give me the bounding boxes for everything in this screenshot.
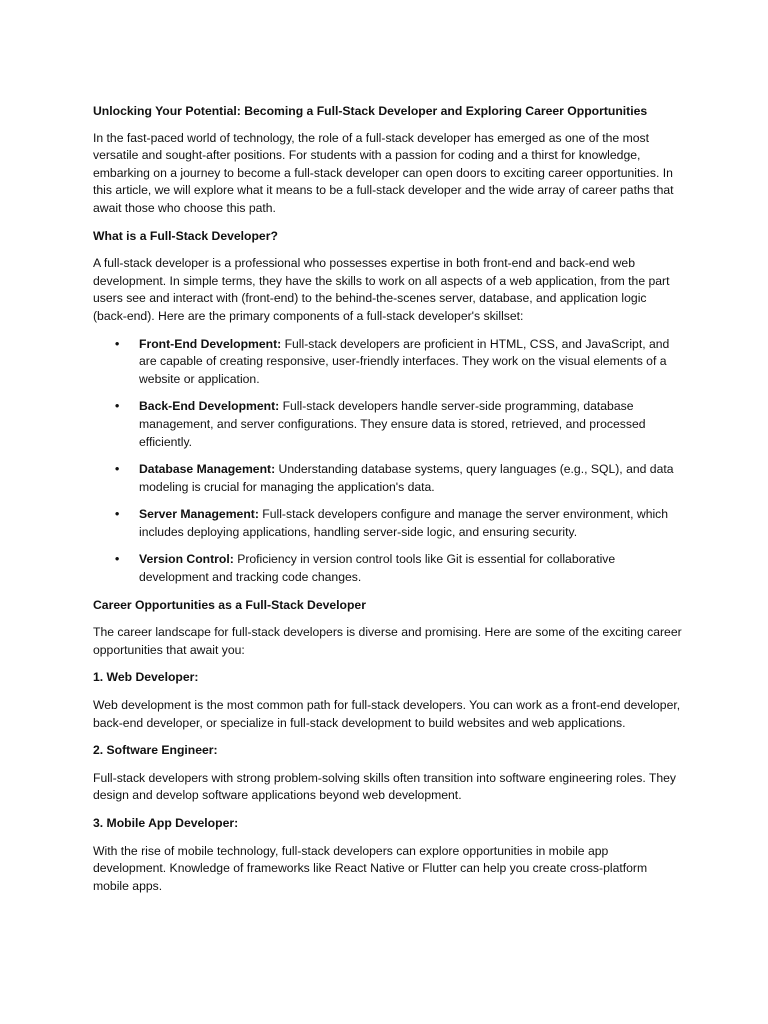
- list-item-text: Proficiency in version control tools like Git is essential for collaborative development and tracking code changes.: [139, 552, 616, 585]
- career-paragraph-software-engineer: Full-stack developers with strong problem-solving skills often transition into software engineering roles. They design and develop software applications beyond web development.: [93, 770, 677, 803]
- skills-list: [93, 336, 683, 587]
- career-heading-mobile-app-developer: 3. Mobile App Developer:: [93, 816, 239, 830]
- bullet-icon: •: [115, 552, 120, 567]
- section-paragraph-careers: The career landscape for full-stack developers is diverse and promising. Here are some of the exciting career opportunities that await you:: [93, 625, 682, 657]
- section-heading-careers: Career Opportunities as a Full-Stack Developer: [93, 597, 366, 612]
- career-heading-web-developer: 1. Web Developer:: [93, 670, 199, 685]
- list-item: [93, 506, 683, 541]
- section-paragraph-what-is: A full-stack developer is a professional who possesses expertise in both front-end and back-end web development. In simple terms, they have the skills to work on all aspects of a web application, from the part users see and interact with (front-end) to the behind-the-scenes server, database, and application logic (back-end). Here are the primary components of a full-stack developer's skillset:: [93, 256, 670, 323]
- list-item-text: Full-stack developers are proficient in HTML, CSS, and JavaScript, and are capable of creating responsive, user-friendly interfaces. They work on the visual elements of a website or application.: [139, 336, 670, 386]
- list-item: [93, 398, 683, 451]
- career-paragraph-mobile-app-developer: With the rise of mobile technology, full-stack developers can explore opportunities in mobile app development. Knowledge of frameworks like React Native or Flutter can help you create cross-platform mobile apps.: [93, 843, 648, 893]
- list-item-term: Server Management:: [139, 507, 259, 522]
- list-item-text: Full-stack developers handle server-side programming, database management, and server configurations. They ensure data is stored, retrieved, and processed efficiently.: [139, 399, 646, 449]
- document-title: Unlocking Your Potential: Becoming a Full-Stack Developer and Exploring Career Opportunities: [93, 104, 648, 118]
- intro-paragraph: In the fast-paced world of technology, the role of a full-stack developer has emerged as one of the most versatile and sought-after positions. For students with a passion for coding and a thirst for knowledge, embarking on a journey to become a full-stack developer can open doors to exciting career opportunities. In this article, we will explore what it means to be a full-stack developer and the wide array of career paths that await those who choose this path.: [93, 130, 674, 215]
- list-item-text: Understanding database systems, query languages (e.g., SQL), and data modeling is crucial for managing the application's data.: [139, 462, 674, 494]
- list-item: [93, 461, 683, 496]
- list-item-term: Back-End Development:: [139, 399, 280, 414]
- career-heading-software-engineer: 2. Software Engineer:: [93, 743, 218, 758]
- list-item-term: Version Control:: [139, 552, 234, 567]
- career-paragraph-web-developer: Web development is the most common path for full-stack developers. You can work as a front-end developer, back-end developer, or specialize in full-stack development to build websites and web applications.: [93, 698, 681, 730]
- list-item-text: Full-stack developers configure and manage the server environment, which includes deploying applications, handling server-side logic, and ensuring security.: [139, 507, 669, 539]
- bullet-icon: •: [115, 507, 120, 522]
- list-item: [93, 551, 683, 586]
- list-item: [93, 336, 683, 389]
- document-page: [93, 103, 683, 895]
- bullet-icon: •: [115, 336, 120, 351]
- bullet-icon: •: [115, 462, 120, 477]
- list-item-term: Database Management:: [139, 462, 276, 477]
- bullet-icon: •: [115, 399, 120, 414]
- list-item-term: Front-End Development:: [139, 336, 282, 351]
- section-heading-what-is: What is a Full-Stack Developer?: [93, 228, 278, 243]
